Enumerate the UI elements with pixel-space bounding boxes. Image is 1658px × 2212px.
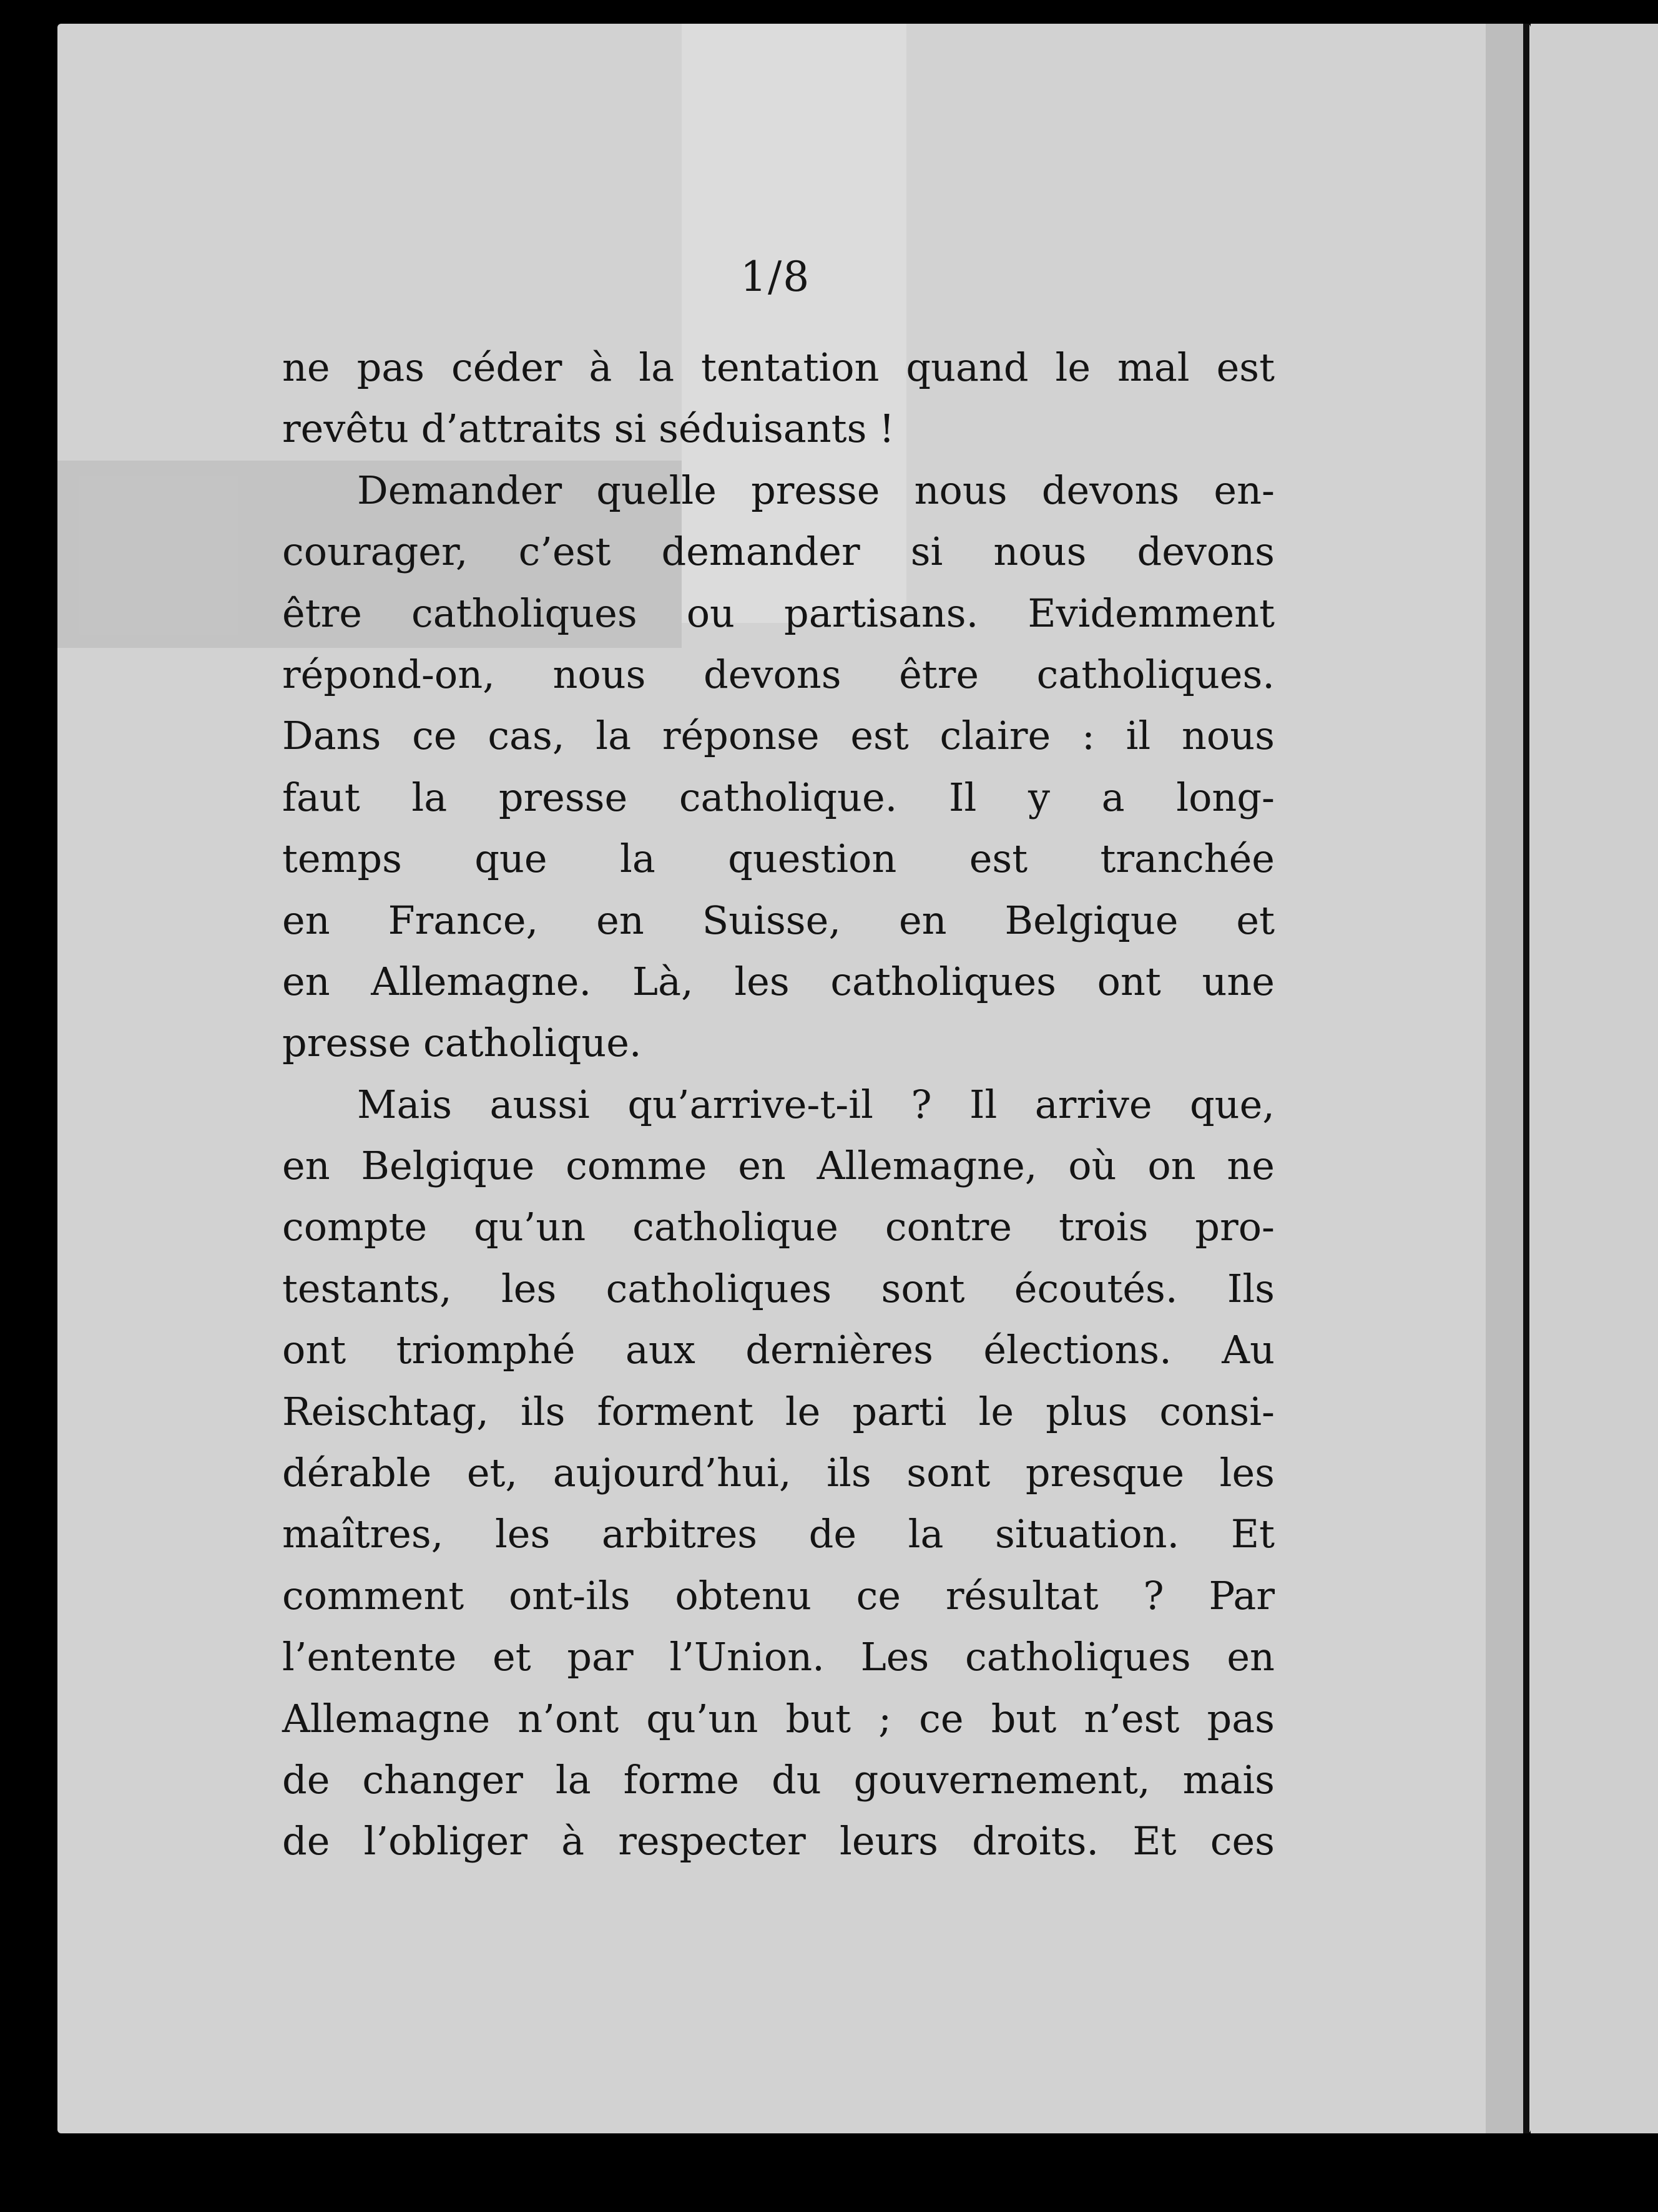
text-line: en France, en Suisse, en Belgique et <box>282 897 1275 943</box>
text-line: faut la presse catholique. Il y a long- <box>282 774 1275 820</box>
text-line: courager, c’est demander si nous devons <box>282 529 1275 575</box>
text-line: Reischtag, ils forment le parti le plus consi- <box>282 1388 1275 1434</box>
text-line: l’entente et par l’Union. Les catholiques en <box>282 1634 1275 1680</box>
text-line: Allemagne n’ont qu’un but ; ce but n’est pas <box>282 1695 1275 1741</box>
text-line: temps que la question est tranchée <box>282 836 1275 882</box>
adjacent-page <box>1531 24 1658 2133</box>
text-line: en Belgique comme en Allemagne, où on ne <box>282 1143 1275 1189</box>
text-line: dérable et, aujourd’hui, ils sont presque les <box>282 1450 1275 1496</box>
text-line: Dans ce cas, la réponse est claire : il nous <box>282 713 1275 759</box>
text-line: ne pas céder à la tentation quand le mal est <box>282 345 1275 390</box>
text-line: maîtres, les arbitres de la situation. Et <box>282 1511 1275 1557</box>
text-line: répond-on, nous devons être catholiques. <box>282 651 1275 697</box>
text-line: être catholiques ou partisans. Evidemment <box>282 590 1275 636</box>
text-line: compte qu’un catholique contre trois pro- <box>282 1204 1275 1250</box>
text-line: ont triomphé aux dernières élections. Au <box>282 1327 1275 1373</box>
text-line: comment ont-ils obtenu ce résultat ? Par <box>282 1572 1275 1618</box>
text-line: de changer la forme du gouvernement, mais <box>282 1756 1275 1803</box>
text-line: presse catholique. <box>282 1020 642 1066</box>
body-text <box>282 337 1275 1872</box>
text-line: Mais aussi qu’arrive-t-il ? Il arrive que, <box>357 1081 1275 1127</box>
text-line: de l’obliger à respecter leurs droits. Et ces <box>282 1818 1275 1864</box>
page-binding-edge <box>1486 24 1523 2133</box>
text-line: revêtu d’attraits si séduisants ! <box>282 406 895 452</box>
page-number: 1/8 <box>740 253 811 301</box>
binding-gutter <box>1523 24 1529 2133</box>
text-line: testants, les catholiques sont écoutés. Ils <box>282 1265 1275 1311</box>
text-line: Demander quelle presse nous devons en- <box>357 467 1275 513</box>
text-line: en Allemagne. Là, les catholiques ont une <box>282 958 1275 1004</box>
